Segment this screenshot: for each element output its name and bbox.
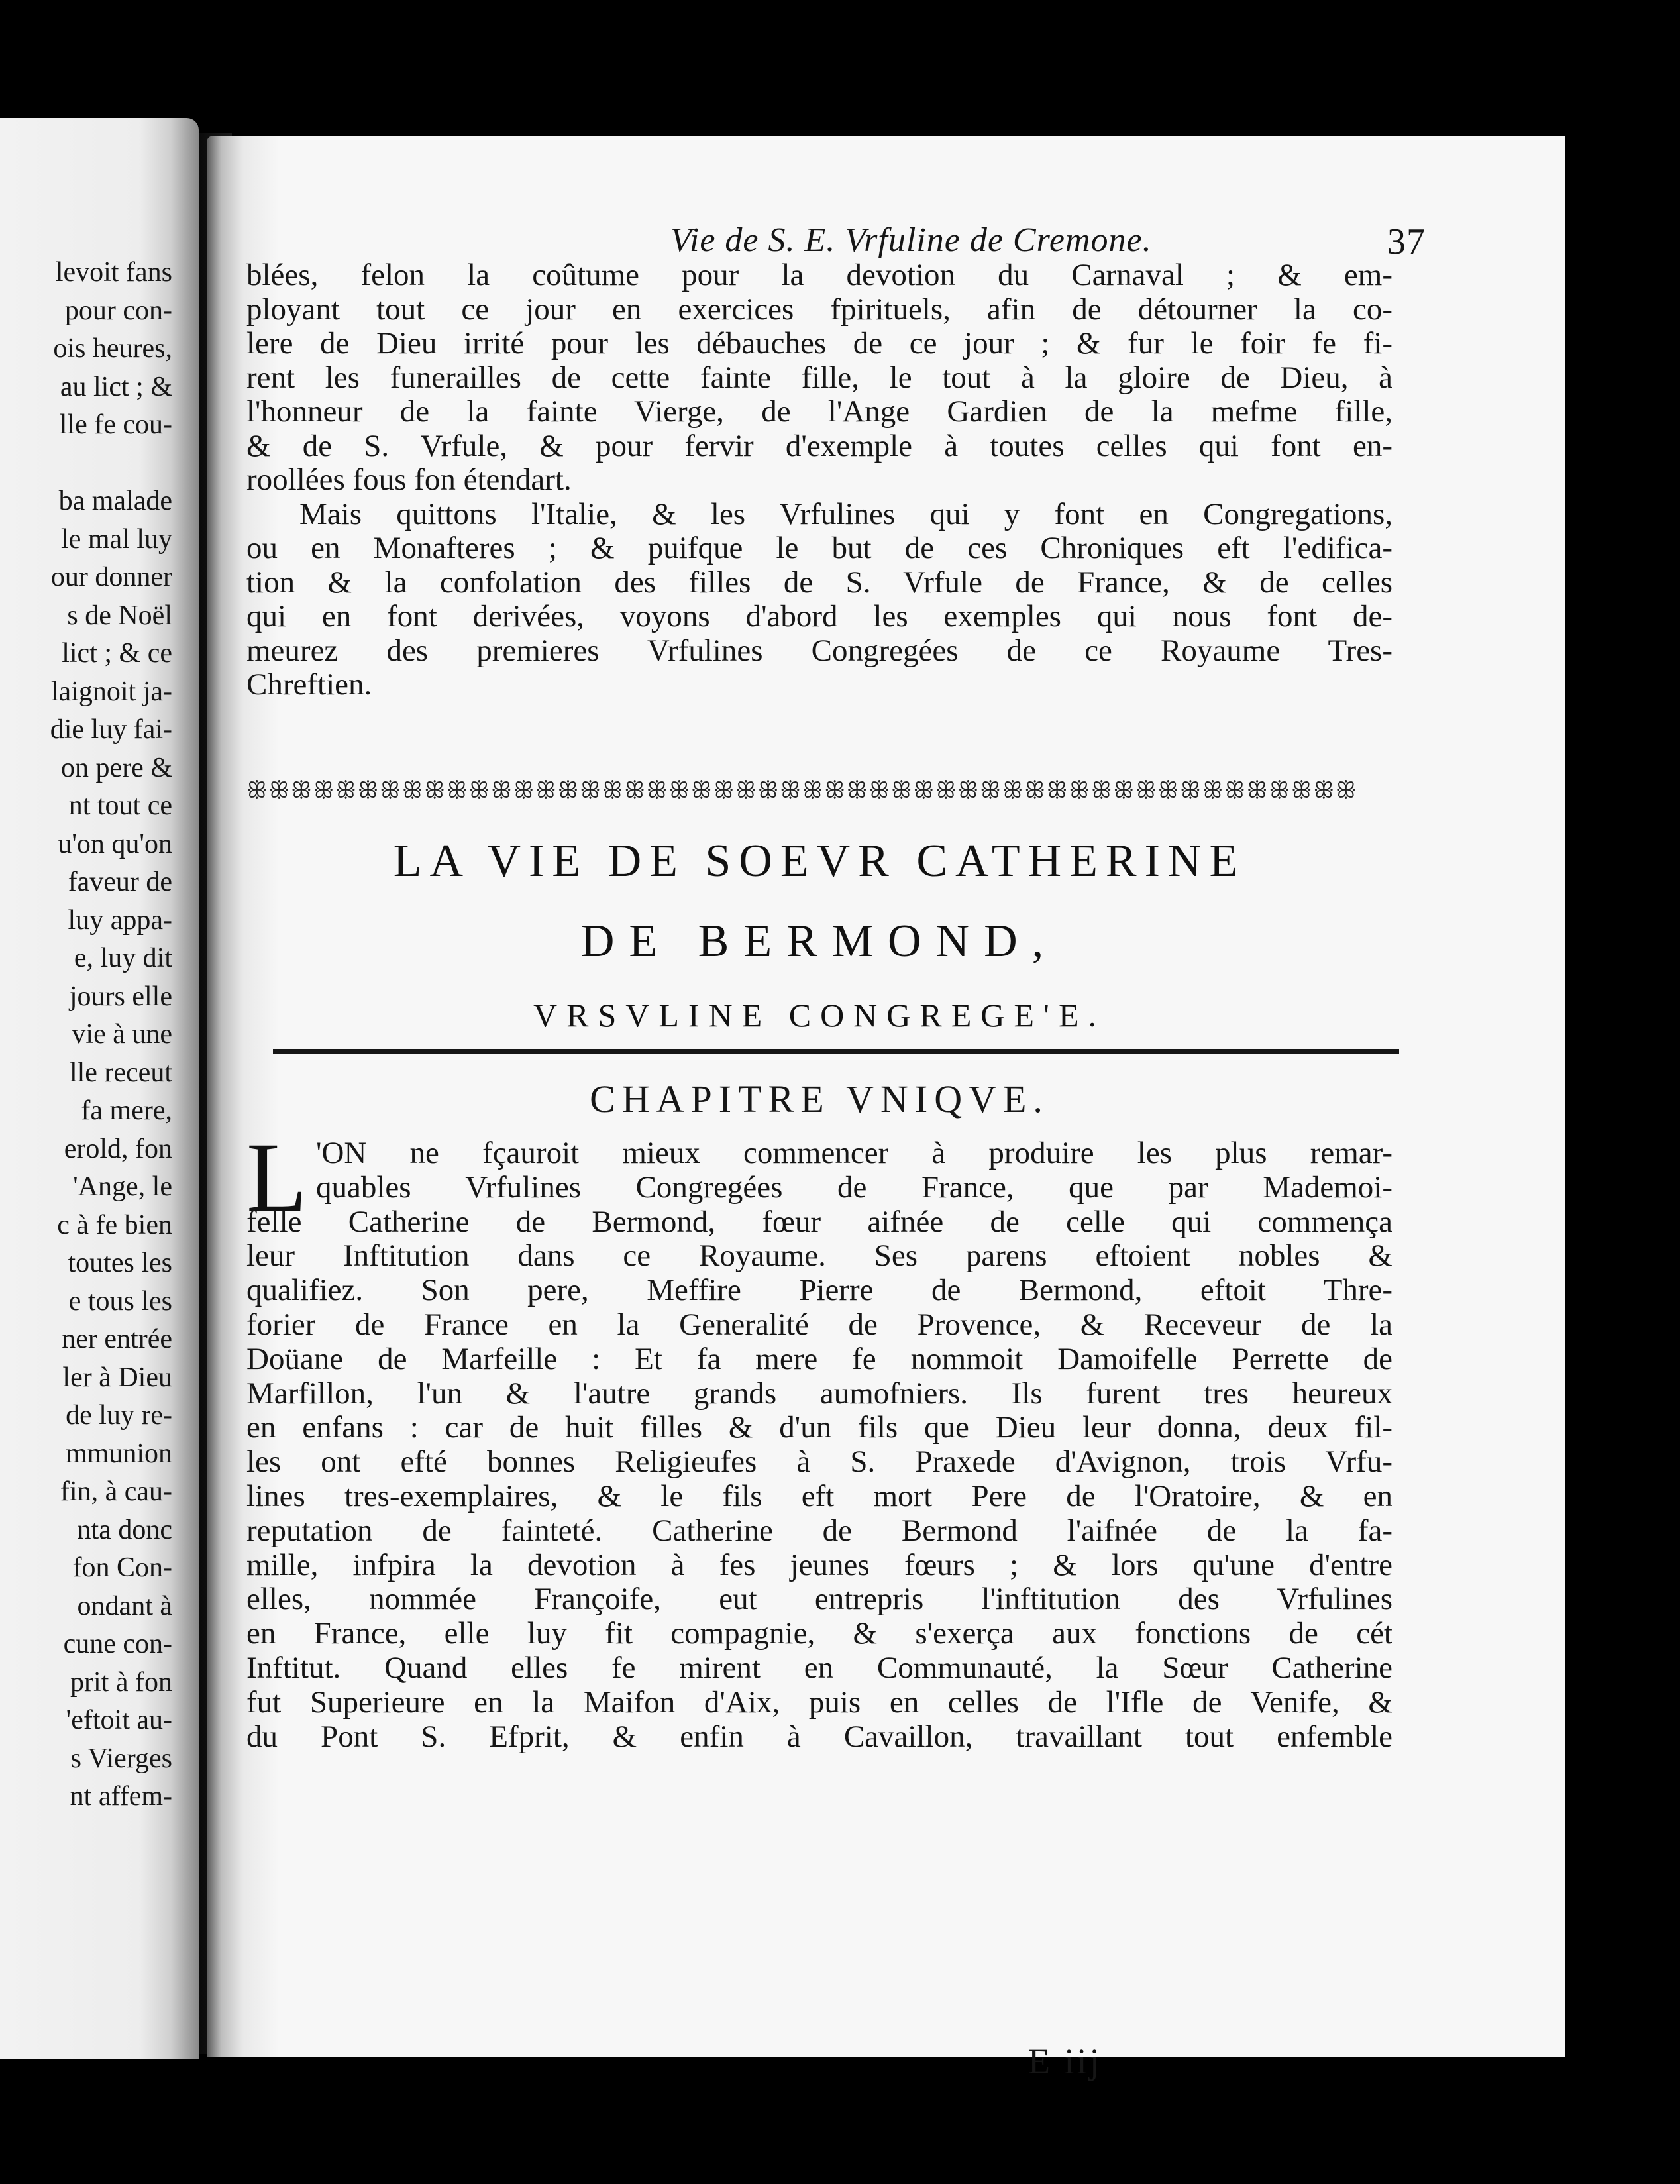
facing-page-line: lle receut [69, 1057, 172, 1088]
facing-page-line: luy appa- [68, 904, 172, 936]
facing-page-line: ondant à [77, 1590, 172, 1621]
drop-cap: L [246, 1122, 307, 1232]
chapter-heading: CHAPITRE VNIQVE. [590, 1077, 1049, 1120]
facing-page-line: cune con- [63, 1629, 172, 1659]
text-line: & de S. Vrfule, & pour fervir d'exemple à toutes celles qui font en- [246, 428, 1392, 463]
facing-page-line: our donner [50, 562, 172, 592]
title-line-1: LA VIE DE SOEVR CATHERINE [393, 836, 1246, 887]
text-line: blées, felon la coûtume pour la devotion du Carnaval ; & em- [246, 258, 1392, 292]
text-line: Chreftien. [246, 667, 372, 702]
facing-page-line: faveur de [68, 867, 172, 897]
facing-page-line: toutes les [68, 1248, 172, 1278]
facing-page-line: e tous les [68, 1285, 172, 1317]
title-line-3: VRSVLINE CONGREGE'E. [533, 997, 1106, 1034]
facing-page-fragment [0, 118, 199, 2059]
facing-page-line: c à fe bien [57, 1209, 172, 1240]
signature-mark: E iij [1028, 2042, 1102, 2081]
facing-page-line: fon Con- [72, 1553, 172, 1583]
facing-page-line: nt tout ce [68, 791, 172, 821]
chapter-line: leur Inftitution dans ce Royaume. Ses parens eftoient nobles & [246, 1238, 1392, 1274]
facing-page-line: 'eftoit au- [66, 1705, 172, 1735]
chapter-line: lines tres-exemplaires, & le fils eft mort Pere de l'Oratoire, & en [246, 1478, 1392, 1513]
facing-page-line: le mal luy [61, 523, 172, 555]
facing-page-line: ner entrée [62, 1324, 172, 1354]
chapter-line: elles, nommée Françoife, eut entrepris l'inftitution des Vrfulines [246, 1582, 1392, 1617]
facing-page-line: 'Ange, le [73, 1172, 172, 1202]
chapter-line: en enfans : car de huit filles & d'un fils que Dieu leur donna, deux fil- [246, 1410, 1392, 1445]
text-line: qui en font derivées, voyons d'abord les exemples qui nous font de- [246, 599, 1392, 633]
facing-page-line: nt affem- [70, 1781, 172, 1812]
facing-page-line: die luy fai- [50, 714, 172, 745]
facing-page-line: lle fe cou- [59, 410, 172, 440]
page-number: 37 [1387, 221, 1426, 262]
facing-page-line: levoit fans [55, 257, 172, 288]
facing-page-line: jours elle [69, 981, 172, 1012]
chapter-line: qualifiez. Son pere, Meffire Pierre de Bermond, eftoit Thre- [246, 1273, 1392, 1308]
facing-page-line: on pere & [61, 752, 172, 783]
chapter-line: felle Catherine de Bermond, fœur aifnée de celle qui commença [246, 1204, 1392, 1239]
facing-page-line: ba malade [58, 486, 172, 516]
facing-page-line: erold, fon [64, 1133, 172, 1164]
main-page [207, 136, 1565, 2081]
chapter-line: 'ON ne fçauroit mieux commencer à produire les plus remar- [316, 1136, 1392, 1170]
running-head-title: Vie de S. E. Vrfuline de Cremone. [670, 221, 1152, 259]
chapter-line: Marfillon, l'un & l'autre grands aumofniers. Ils furent tres heureux [246, 1376, 1392, 1411]
text-line: ployant tout ce jour en exercices fpirituels, afin de détourner la co- [246, 292, 1392, 327]
text-line: tion & la confolation des filles de S. Vrfule de France, & de celles [246, 565, 1392, 600]
chapter-line: du Pont S. Efprit, & enfin à Cavaillon, travaillant tout enfemble [246, 1719, 1392, 1754]
facing-page-line: fa mere, [81, 1095, 172, 1126]
chapter-body [246, 1122, 1392, 1754]
chapter-line: Inftitut. Quand elles fe mirent en Communauté, la Sœur Catherine [246, 1650, 1392, 1685]
facing-page-line: ois heures, [53, 333, 172, 364]
chapter-line: en France, elle luy fit compagnie, & s'exerça aux fonctions de cét [246, 1616, 1392, 1651]
text-line: l'honneur de la fainte Vierge, de l'Ange Gardien de la mefme fille, [246, 394, 1392, 429]
text-line: roollées fous fon étendart. [246, 463, 572, 497]
text-line: ou en Monafteres ; & puifque le but de ces Chroniques eft l'edifica- [246, 531, 1392, 565]
facing-page-line: s de Noël [67, 600, 172, 631]
facing-page-line [50, 445, 172, 483]
chapter-line: quables Vrfulines Congregées de France, que par Mademoi- [316, 1170, 1392, 1205]
facing-page-line: s Vierges [70, 1743, 172, 1774]
facing-page-line: ler à Dieu [62, 1362, 172, 1393]
facing-page-line: de luy re- [66, 1400, 172, 1431]
facing-page-line: e, luy dit [74, 943, 172, 973]
opening-paragraphs [246, 258, 1392, 702]
facing-page-line: mmunion [65, 1438, 172, 1469]
ornamental-border: ꕥꕥꕥꕥꕥꕥꕥꕥꕥꕥꕥꕥꕥꕥꕥꕥꕥꕥꕥꕥꕥꕥꕥꕥꕥꕥꕥꕥꕥꕥꕥꕥꕥꕥꕥꕥꕥꕥꕥꕥꕥꕥꕥꕥꕥꕥꕥꕥꕥꕥ [246, 777, 1358, 804]
text-line: rent les funerailles de cette fainte fille, le tout à la gloire de Dieu, à [246, 360, 1392, 395]
title-line-2: DE BERMOND, [580, 916, 1059, 967]
facing-page-line: laignoit ja- [50, 676, 172, 707]
text-line: Mais quittons l'Italie, & les Vrfulines qui y font en Congregations, [299, 496, 1392, 531]
chapter-line: forier de France en la Generalité de Provence, & Receveur de la [246, 1307, 1392, 1342]
chapter-line: Doüane de Marfeille : Et fa mere fe nommoit Damoifelle Perrette de [246, 1341, 1392, 1376]
facing-page-text [50, 254, 172, 1816]
facing-page-line: fin, à cau- [60, 1476, 172, 1507]
chapter-line: reputation de fainteté. Catherine de Bermond l'aifnée de la fa- [246, 1513, 1392, 1548]
facing-page-line: u'on qu'on [58, 828, 172, 859]
facing-page-line: prit à fon [70, 1666, 172, 1698]
chapter-line: les ont efté bonnes Religieufes à S. Praxede d'Avignon, trois Vrfu- [246, 1445, 1392, 1480]
text-line: lere de Dieu irrité pour les débauches de ce jour ; & fur le foir fe fi- [246, 326, 1392, 360]
facing-page-line: lict ; & ce [62, 638, 172, 669]
facing-page-line: nta donc [77, 1514, 172, 1545]
facing-page-line: au lict ; & [60, 371, 172, 402]
text-line: meurez des premieres Vrfulines Congregées de ce Royaume Tres- [246, 633, 1392, 668]
facing-page-line: vie à une [72, 1019, 172, 1050]
chapter-line: mille, infpira la devotion à fes jeunes fœurs ; & lors qu'une d'entre [246, 1547, 1392, 1582]
facing-page-line: pour con- [64, 295, 172, 326]
title-rule [273, 1049, 1399, 1054]
chapter-line: fut Superieure en la Maifon d'Aix, puis en celles de l'Ifle de Venife, & [246, 1684, 1392, 1720]
